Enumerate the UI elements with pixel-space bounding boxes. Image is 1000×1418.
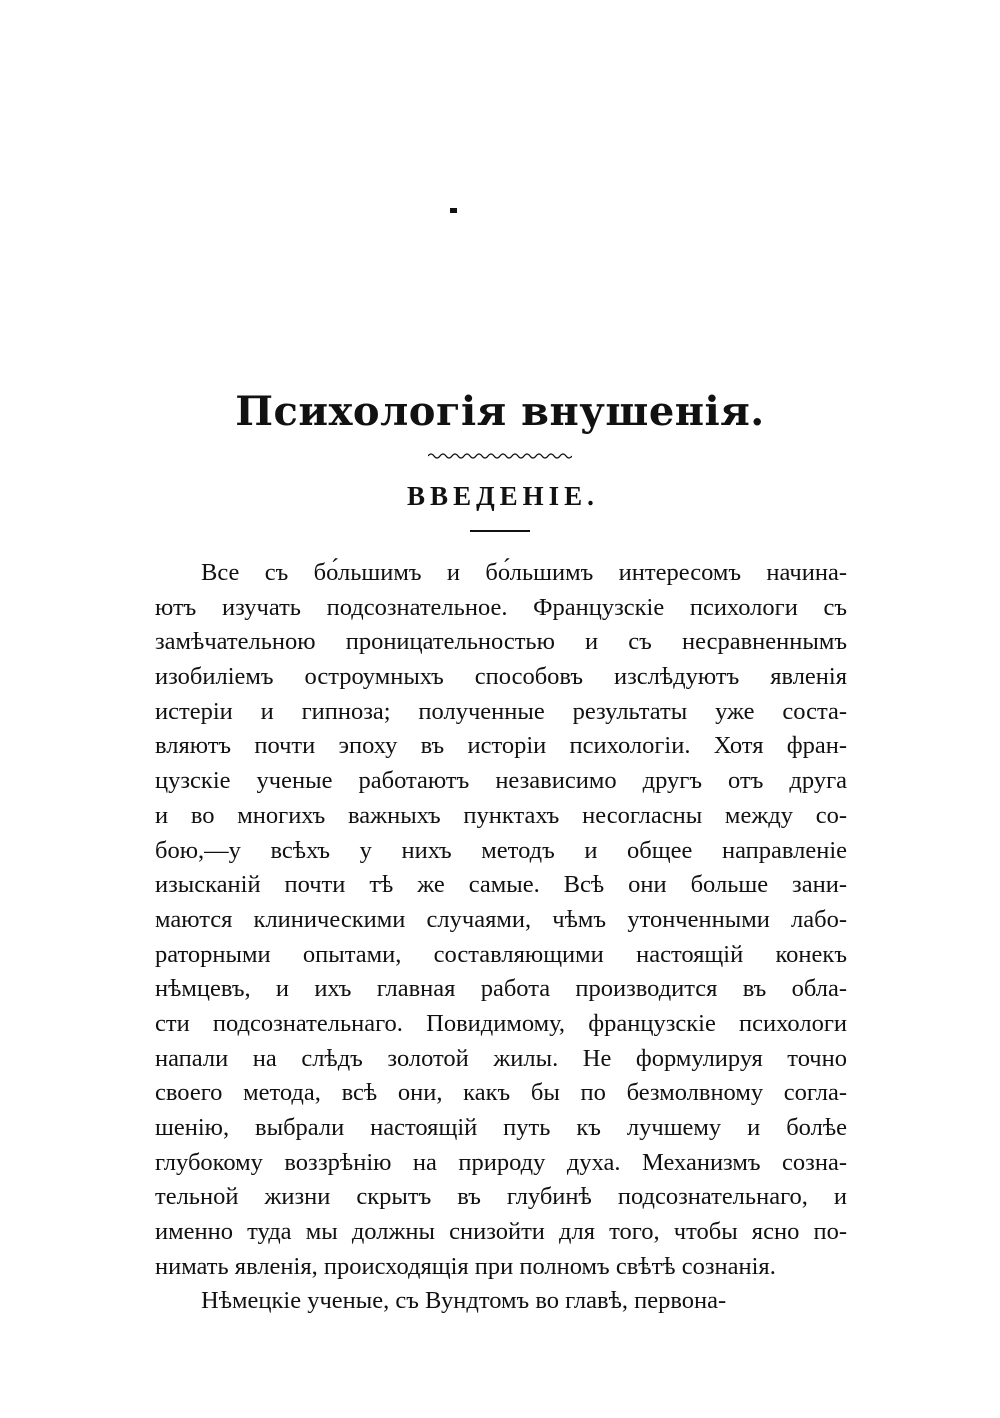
section-heading: ВВЕДЕНІЕ.	[407, 481, 599, 511]
text-line: и во многихъ важныхъ пунктахъ несогласны между со-	[155, 801, 847, 829]
text-line: напали на слѣдъ золотой жилы. Не формулируя точно	[155, 1044, 847, 1072]
text-line: раторными опытами, составляющими настоящій конекъ	[155, 940, 847, 968]
text-line: тельной жизни скрытъ въ глубинѣ подсознательнаго, и	[155, 1183, 847, 1211]
text-line: Все съ бо́льшимъ и бо́льшимъ интересомъ начина-	[201, 559, 847, 586]
text-line: изобиліемъ остроумныхъ способовъ изслѣдуютъ явленія	[155, 663, 847, 691]
text-line: нимать явленія, происходящія при полномъ свѣтѣ сознанія.	[155, 1252, 776, 1280]
text-line: ютъ изучать подсознательное. Французскіе психологи съ	[155, 593, 847, 621]
text-line: истеріи и гипноза; полученные результаты уже соста-	[155, 697, 847, 725]
text-line: именно туда мы должны снизойти для того, чтобы ясно по-	[155, 1218, 847, 1246]
stray-dot-mark	[450, 208, 457, 213]
text-line: нѣмцевъ, и ихъ главная работа производится въ обла-	[155, 975, 847, 1003]
text-line: шенію, выбрали настоящій путь къ лучшему и болѣе	[155, 1114, 847, 1141]
wavy-divider	[428, 450, 572, 462]
short-divider-rule	[470, 530, 530, 532]
text-line: бою,—у всѣхъ у нихъ методъ и общее направленіе	[155, 836, 847, 864]
page-title: Психологія внушенія.	[235, 388, 765, 435]
text-line: маются клиническими случаями, чѣмъ утонченными лабо-	[155, 905, 847, 933]
text-line: глубокому воззрѣнію на природу духа. Механизмъ созна-	[155, 1148, 847, 1176]
text-line: своего метода, всѣ они, какъ бы по безмолвному согла-	[155, 1079, 847, 1107]
text-line: замѣчательною проницательностью и съ несравненнымъ	[155, 628, 847, 656]
text-line: Нѣмецкіе ученые, съ Вундтомъ во главѣ, первона-	[201, 1287, 727, 1315]
text-line: сти подсознательнаго. Повидимому, французскіе психологи	[155, 1009, 847, 1037]
body-text	[155, 556, 847, 1319]
text-line: вляютъ почти эпоху въ исторіи психологіи. Хотя фран-	[155, 732, 847, 760]
text-line: изысканій почти тѣ же самые. Всѣ они больше зани-	[155, 871, 847, 899]
text-line: цузскіе ученые работаютъ независимо другъ отъ друга	[155, 767, 847, 795]
